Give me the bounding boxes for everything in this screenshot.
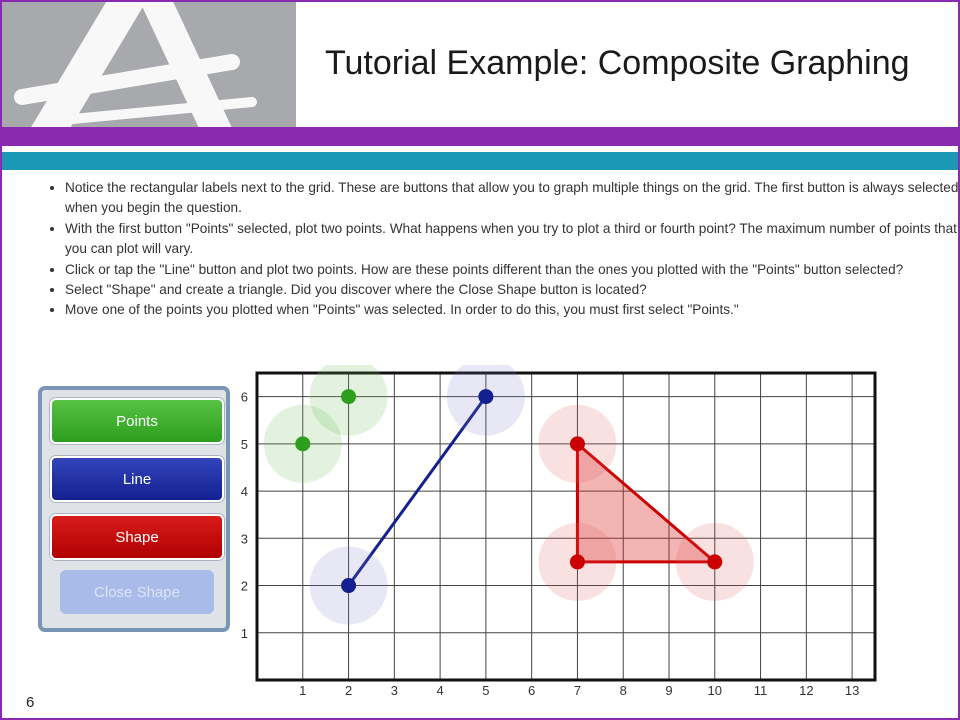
x-tick-label: 4: [436, 683, 444, 698]
x-tick-label: 3: [390, 683, 398, 698]
x-tick-label: 7: [573, 683, 582, 698]
page-number: 6: [26, 694, 35, 711]
y-tick-label: 5: [240, 436, 248, 452]
shape-vertex[interactable]: [570, 554, 585, 569]
points-button[interactable]: Points: [50, 398, 224, 444]
instruction-item: • Select "Shape" and create a triangle. Did you discover where the Close Shape button is located?: [65, 280, 960, 300]
x-tick-label: 10: [707, 683, 723, 698]
x-tick-label: 9: [665, 683, 673, 698]
y-tick-label: 4: [240, 484, 248, 500]
coordinate-grid[interactable]: [230, 365, 880, 700]
y-tick-label: 2: [240, 578, 248, 594]
shape-button[interactable]: Shape: [50, 514, 224, 560]
instruction-item: • Move one of the points you plotted when "Points" was selected. In order to do this, you must first select "Points.": [65, 300, 960, 320]
x-tick-label: 5: [482, 683, 490, 698]
x-tick-label: 1: [299, 683, 307, 698]
shape-vertex[interactable]: [707, 554, 722, 569]
shape-vertex[interactable]: [570, 436, 585, 451]
x-tick-label: 12: [799, 683, 814, 698]
line-endpoint[interactable]: [341, 578, 356, 593]
x-tick-label: 2: [344, 683, 353, 698]
instruction-item: • Click or tap the "Line" button and plot two points. How are these points different than the ones you plotted with the "Points" button selected?: [65, 260, 960, 280]
instruction-item: • Notice the rectangular labels next to the grid. These are buttons that allow you to graph multiple things on the grid. The first button is always selected when you begin the question.: [65, 178, 960, 219]
y-tick-label: 1: [240, 625, 248, 641]
x-tick-label: 13: [844, 683, 860, 698]
plotted-point[interactable]: [295, 436, 310, 451]
x-tick-label: 11: [753, 683, 768, 698]
instruction-item: • With the first button "Points" selected, plot two points. What happens when you try to plot a third or fourth point? The maximum number of points that you can plot will vary.: [65, 219, 960, 260]
x-tick-label: 6: [528, 683, 536, 698]
close-shape-button[interactable]: Close Shape: [60, 570, 214, 614]
y-tick-label: 3: [240, 531, 248, 547]
slide-title: Tutorial Example: Composite Graphing: [325, 44, 910, 82]
plotted-point[interactable]: [341, 389, 356, 404]
y-tick-label: 6: [240, 389, 248, 405]
header-band-purple: [2, 127, 958, 146]
graph-tool-panel: [38, 386, 230, 632]
logo: [2, 2, 296, 127]
line-endpoint[interactable]: [478, 389, 493, 404]
line-button[interactable]: Line: [50, 456, 224, 502]
instruction-list: [30, 178, 960, 321]
x-tick-label: 8: [619, 683, 627, 698]
logo-mark-icon: [2, 2, 296, 127]
header-band-teal: [2, 152, 958, 170]
